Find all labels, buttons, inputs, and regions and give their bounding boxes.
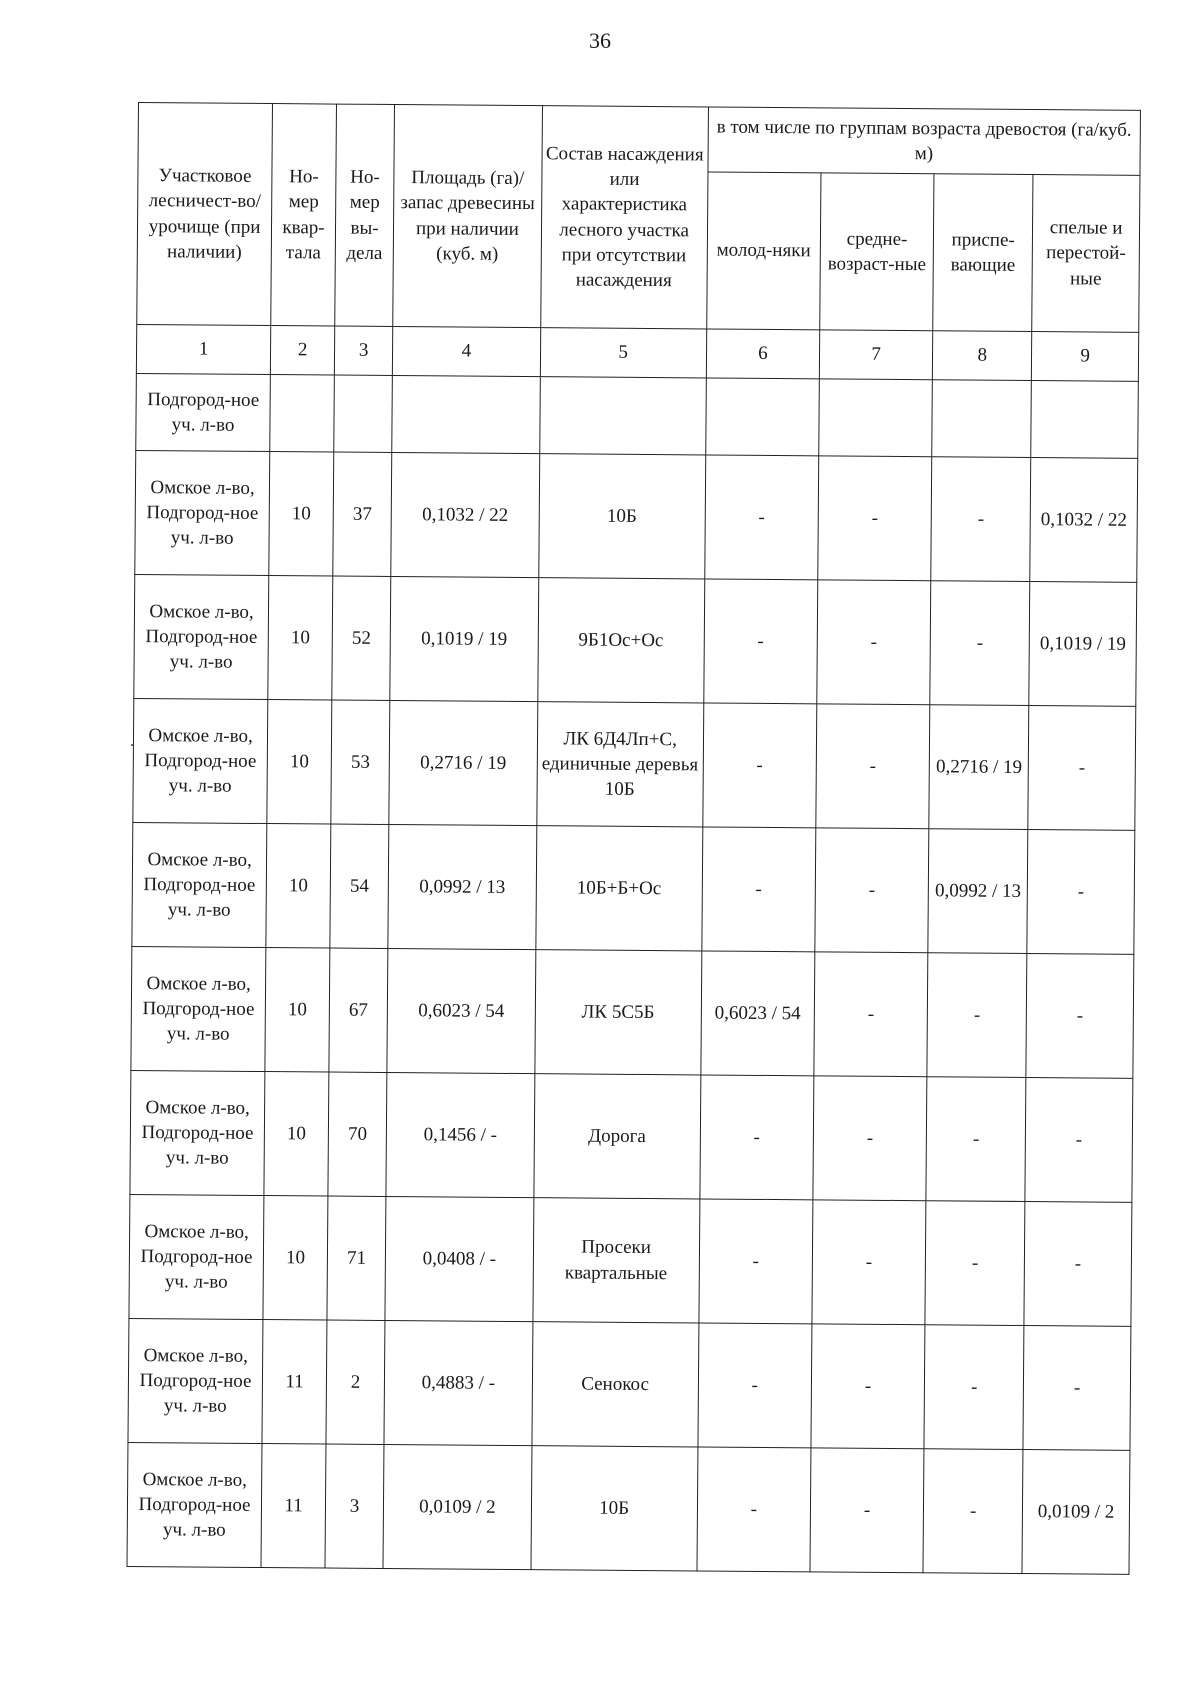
table-row (133, 698, 1136, 830)
cell-plot: 3 (325, 1444, 384, 1568)
cell-middle-aged: - (815, 828, 929, 953)
cell-middle-aged: - (812, 1200, 926, 1325)
cell-middle-aged: - (810, 1448, 924, 1573)
header-plot: Но-мер вы-дела (335, 104, 395, 326)
cell-plot: 70 (328, 1072, 387, 1196)
empty-cell (392, 376, 540, 454)
cell-middle-aged: - (811, 1324, 925, 1449)
cell-composition: 10Б+Б+Ос (535, 826, 702, 951)
cell-plot: 37 (333, 452, 392, 576)
cell-quarter: 10 (269, 452, 334, 576)
table-row (129, 1194, 1132, 1326)
cell-area: 0,2716 / 19 (389, 700, 537, 825)
cell-middle-aged: - (813, 1076, 927, 1201)
cell-plot: 54 (330, 824, 389, 948)
cell-area: 0,0109 / 2 (383, 1444, 531, 1569)
column-number: 8 (933, 331, 1032, 381)
cell-area: 0,1019 / 19 (390, 577, 538, 702)
empty-cell (334, 375, 393, 452)
column-number: 4 (393, 327, 541, 377)
cell-mature: 0,1032 / 22 (1030, 458, 1138, 583)
cell-middle-aged: - (816, 704, 930, 829)
header-ripening: приспе-вающие (933, 174, 1033, 332)
cell-area: 0,6023 / 54 (387, 948, 535, 1073)
cell-young: - (698, 1323, 812, 1448)
cell-quarter: 10 (267, 700, 332, 824)
cell-composition: ЛК 5С5Б (534, 950, 701, 1075)
cell-ripening: - (926, 1077, 1026, 1202)
table-row (130, 1070, 1133, 1202)
cell-area: 0,1456 / - (386, 1072, 534, 1197)
cell-young: - (700, 1075, 814, 1200)
forest-plots-table (126, 102, 1140, 1575)
header-middle-aged: средне-возраст-ные (820, 173, 935, 331)
column-number: 7 (819, 330, 933, 380)
column-number: 6 (706, 329, 820, 379)
cell-area: 0,0408 / - (385, 1196, 533, 1321)
cell-forestry: Омское л-во, Подгород-ное уч. л-во (128, 1318, 263, 1443)
column-number-row (136, 324, 1138, 381)
cell-ripening: - (927, 953, 1027, 1078)
table-row (132, 822, 1135, 954)
cell-forestry: Омское л-во, Подгород-ное уч. л-во (135, 450, 270, 575)
section-title: Подгород-ное уч. л-во (136, 373, 271, 451)
cell-ripening: - (923, 1449, 1023, 1574)
table-row (127, 1442, 1130, 1574)
empty-cell (270, 375, 334, 452)
cell-composition: 10Б (538, 454, 705, 579)
cell-plot: 52 (332, 576, 391, 700)
cell-forestry: Омское л-во, Подгород-ное уч. л-во (133, 698, 268, 823)
cell-quarter: 10 (263, 1196, 328, 1320)
cell-ripening: - (924, 1325, 1024, 1450)
cell-quarter: 10 (268, 576, 333, 700)
header-young: молод-няки (706, 172, 821, 330)
cell-composition: Сенокос (532, 1322, 699, 1447)
cell-mature: - (1023, 1325, 1131, 1450)
cell-forestry: Омское л-во, Подгород-ное уч. л-во (134, 574, 269, 699)
cell-forestry: Омское л-во, Подгород-ное уч. л-во (127, 1442, 262, 1567)
page-number: 36 (589, 28, 611, 53)
cell-plot: 71 (327, 1196, 386, 1320)
cell-mature: - (1024, 1202, 1132, 1327)
cell-composition: ЛК 6Д4Лп+С, единичные деревья 10Б (536, 702, 703, 827)
cell-area: 0,4883 / - (384, 1320, 532, 1445)
cell-ripening: - (925, 1201, 1025, 1326)
cell-forestry: Омское л-во, Подгород-ное уч. л-во (132, 822, 267, 947)
cell-ripening: - (931, 457, 1031, 582)
cell-quarter: 11 (261, 1444, 326, 1568)
cell-young: - (703, 579, 817, 704)
empty-cell (819, 379, 933, 457)
cell-quarter: 11 (262, 1320, 327, 1444)
cell-composition: 9Б1Ос+Ос (537, 578, 704, 703)
cell-plot: 2 (326, 1320, 385, 1444)
cell-composition: Просеки квартальные (533, 1198, 700, 1323)
empty-cell (539, 377, 706, 455)
cell-mature: - (1027, 830, 1135, 955)
cell-forestry: Омское л-во, Подгород-ное уч. л-во (129, 1194, 264, 1319)
empty-cell (705, 378, 819, 456)
table-body (136, 324, 1139, 458)
table-row (128, 1318, 1131, 1450)
cell-young: - (702, 703, 816, 828)
empty-cell (932, 380, 1032, 458)
cell-plot: 67 (329, 948, 388, 1072)
empty-cell (1031, 381, 1138, 459)
header-age-groups: в том числе по группам возраста древостоя (га/куб. м) (708, 107, 1141, 175)
column-number: 2 (271, 326, 335, 375)
header-forestry: Участковое лесничест-во/урочище (при наличии) (137, 103, 273, 326)
table-row (134, 574, 1137, 706)
cell-young: 0,6023 / 54 (701, 951, 815, 1076)
cell-mature: 0,0109 / 2 (1022, 1449, 1130, 1574)
cell-ripening: - (930, 581, 1030, 706)
table-row (131, 946, 1134, 1078)
table-header (137, 103, 1141, 333)
header-quarter: Но-мер квар-тала (271, 104, 337, 326)
cell-area: 0,1032 / 22 (391, 453, 539, 578)
cell-young: - (697, 1447, 811, 1572)
cell-composition: Дорога (534, 1074, 701, 1199)
cell-quarter: 10 (264, 1072, 329, 1196)
cell-ripening: 0,0992 / 13 (928, 829, 1028, 954)
cell-mature: - (1026, 954, 1134, 1079)
table-row (135, 450, 1138, 582)
section-row (136, 373, 1139, 458)
cell-forestry: Омское л-во, Подгород-ное уч. л-во (130, 1070, 265, 1195)
header-composition: Состав насаждения или характеристика лесного участка при отсутствии насаждения (540, 106, 708, 329)
cell-mature: - (1028, 706, 1136, 831)
cell-ripening: 0,2716 / 19 (929, 705, 1029, 830)
data-rows (127, 450, 1138, 1574)
cell-quarter: 10 (266, 824, 331, 948)
cell-middle-aged: - (817, 580, 931, 705)
cell-young: - (702, 827, 816, 952)
cell-middle-aged: - (814, 952, 928, 1077)
column-number: 3 (334, 326, 393, 375)
header-area: Площадь (га)/запас древесины при наличии (куб. м) (393, 105, 542, 328)
cell-middle-aged: - (818, 456, 932, 581)
cell-mature: 0,1019 / 19 (1029, 582, 1137, 707)
cell-mature: - (1025, 1078, 1133, 1203)
header-mature: спелые и перестой-ные (1032, 175, 1140, 333)
cell-area: 0,0992 / 13 (388, 824, 536, 949)
cell-quarter: 10 (265, 948, 330, 1072)
cell-composition: 10Б (531, 1446, 698, 1571)
column-number: 1 (136, 324, 271, 374)
cell-young: - (699, 1199, 813, 1324)
column-number: 5 (540, 328, 706, 378)
cell-forestry: Омское л-во, Подгород-ное уч. л-во (131, 946, 266, 1071)
column-number: 9 (1032, 332, 1139, 382)
cell-young: - (704, 455, 818, 580)
cell-plot: 53 (331, 700, 390, 824)
